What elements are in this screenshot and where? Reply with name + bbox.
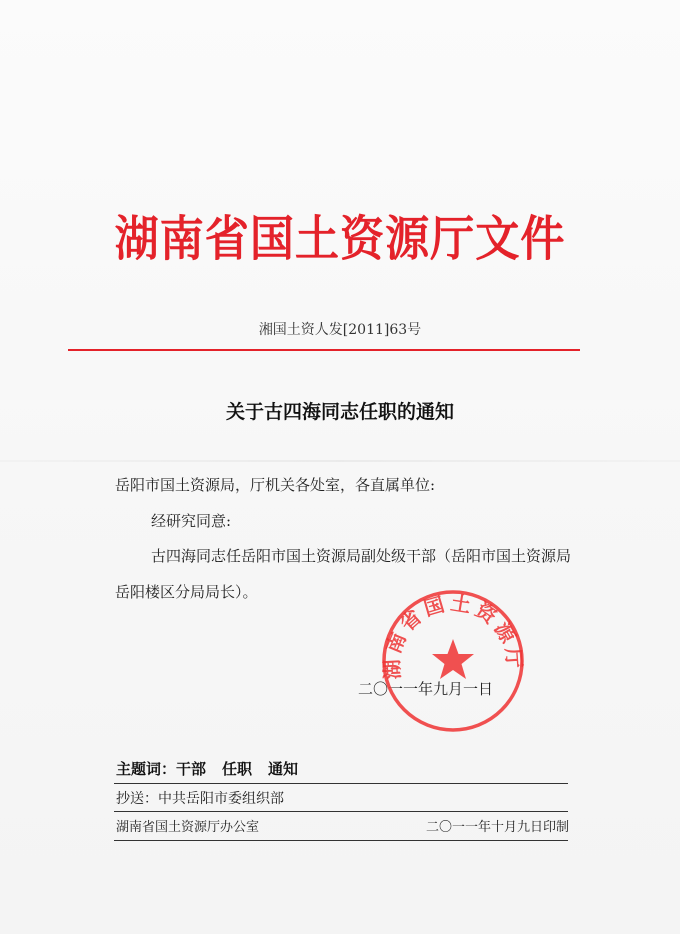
subject-label: 主题词： <box>116 760 177 778</box>
footer-rule <box>114 840 568 841</box>
issuing-office: 湖南省国土资源厅办公室 <box>116 820 260 835</box>
carbon-copy: 抄送：中共岳阳市委组织部 <box>116 791 284 807</box>
footer-rule <box>114 811 568 812</box>
keyword-item: 任职 <box>222 760 253 778</box>
keyword-item: 通知 <box>268 760 299 778</box>
notice-opening: 经研究同意: <box>151 512 232 530</box>
notice-title: 关于古四海同志任职的通知 <box>225 401 454 423</box>
footer-rule <box>114 783 568 784</box>
subject-keywords <box>116 758 314 779</box>
notice-recipients: 岳阳市国土资源局，厅机关各处室，各直属单位: <box>115 476 436 494</box>
document-number: 湘国土资人发[2011]63号 <box>258 322 422 338</box>
official-seal <box>379 587 527 735</box>
document-header-title: 湖南省国土资源厅文件 <box>114 211 566 267</box>
notice-content: 古四海同志任岳阳市国土资源局副处级干部（岳阳市国土资源局岳阳楼区分局局长）。 <box>115 547 572 601</box>
print-date: 二〇一一年十月九日印制 <box>425 820 569 835</box>
star-icon <box>432 639 474 679</box>
signature-date: 二〇一一年九月一日 <box>358 680 494 698</box>
seal-text: 湖南省国土资源厅 <box>379 590 527 681</box>
paper-fold-line <box>0 460 680 462</box>
keyword-item: 干部 <box>176 760 207 778</box>
red-divider-line <box>68 349 580 351</box>
